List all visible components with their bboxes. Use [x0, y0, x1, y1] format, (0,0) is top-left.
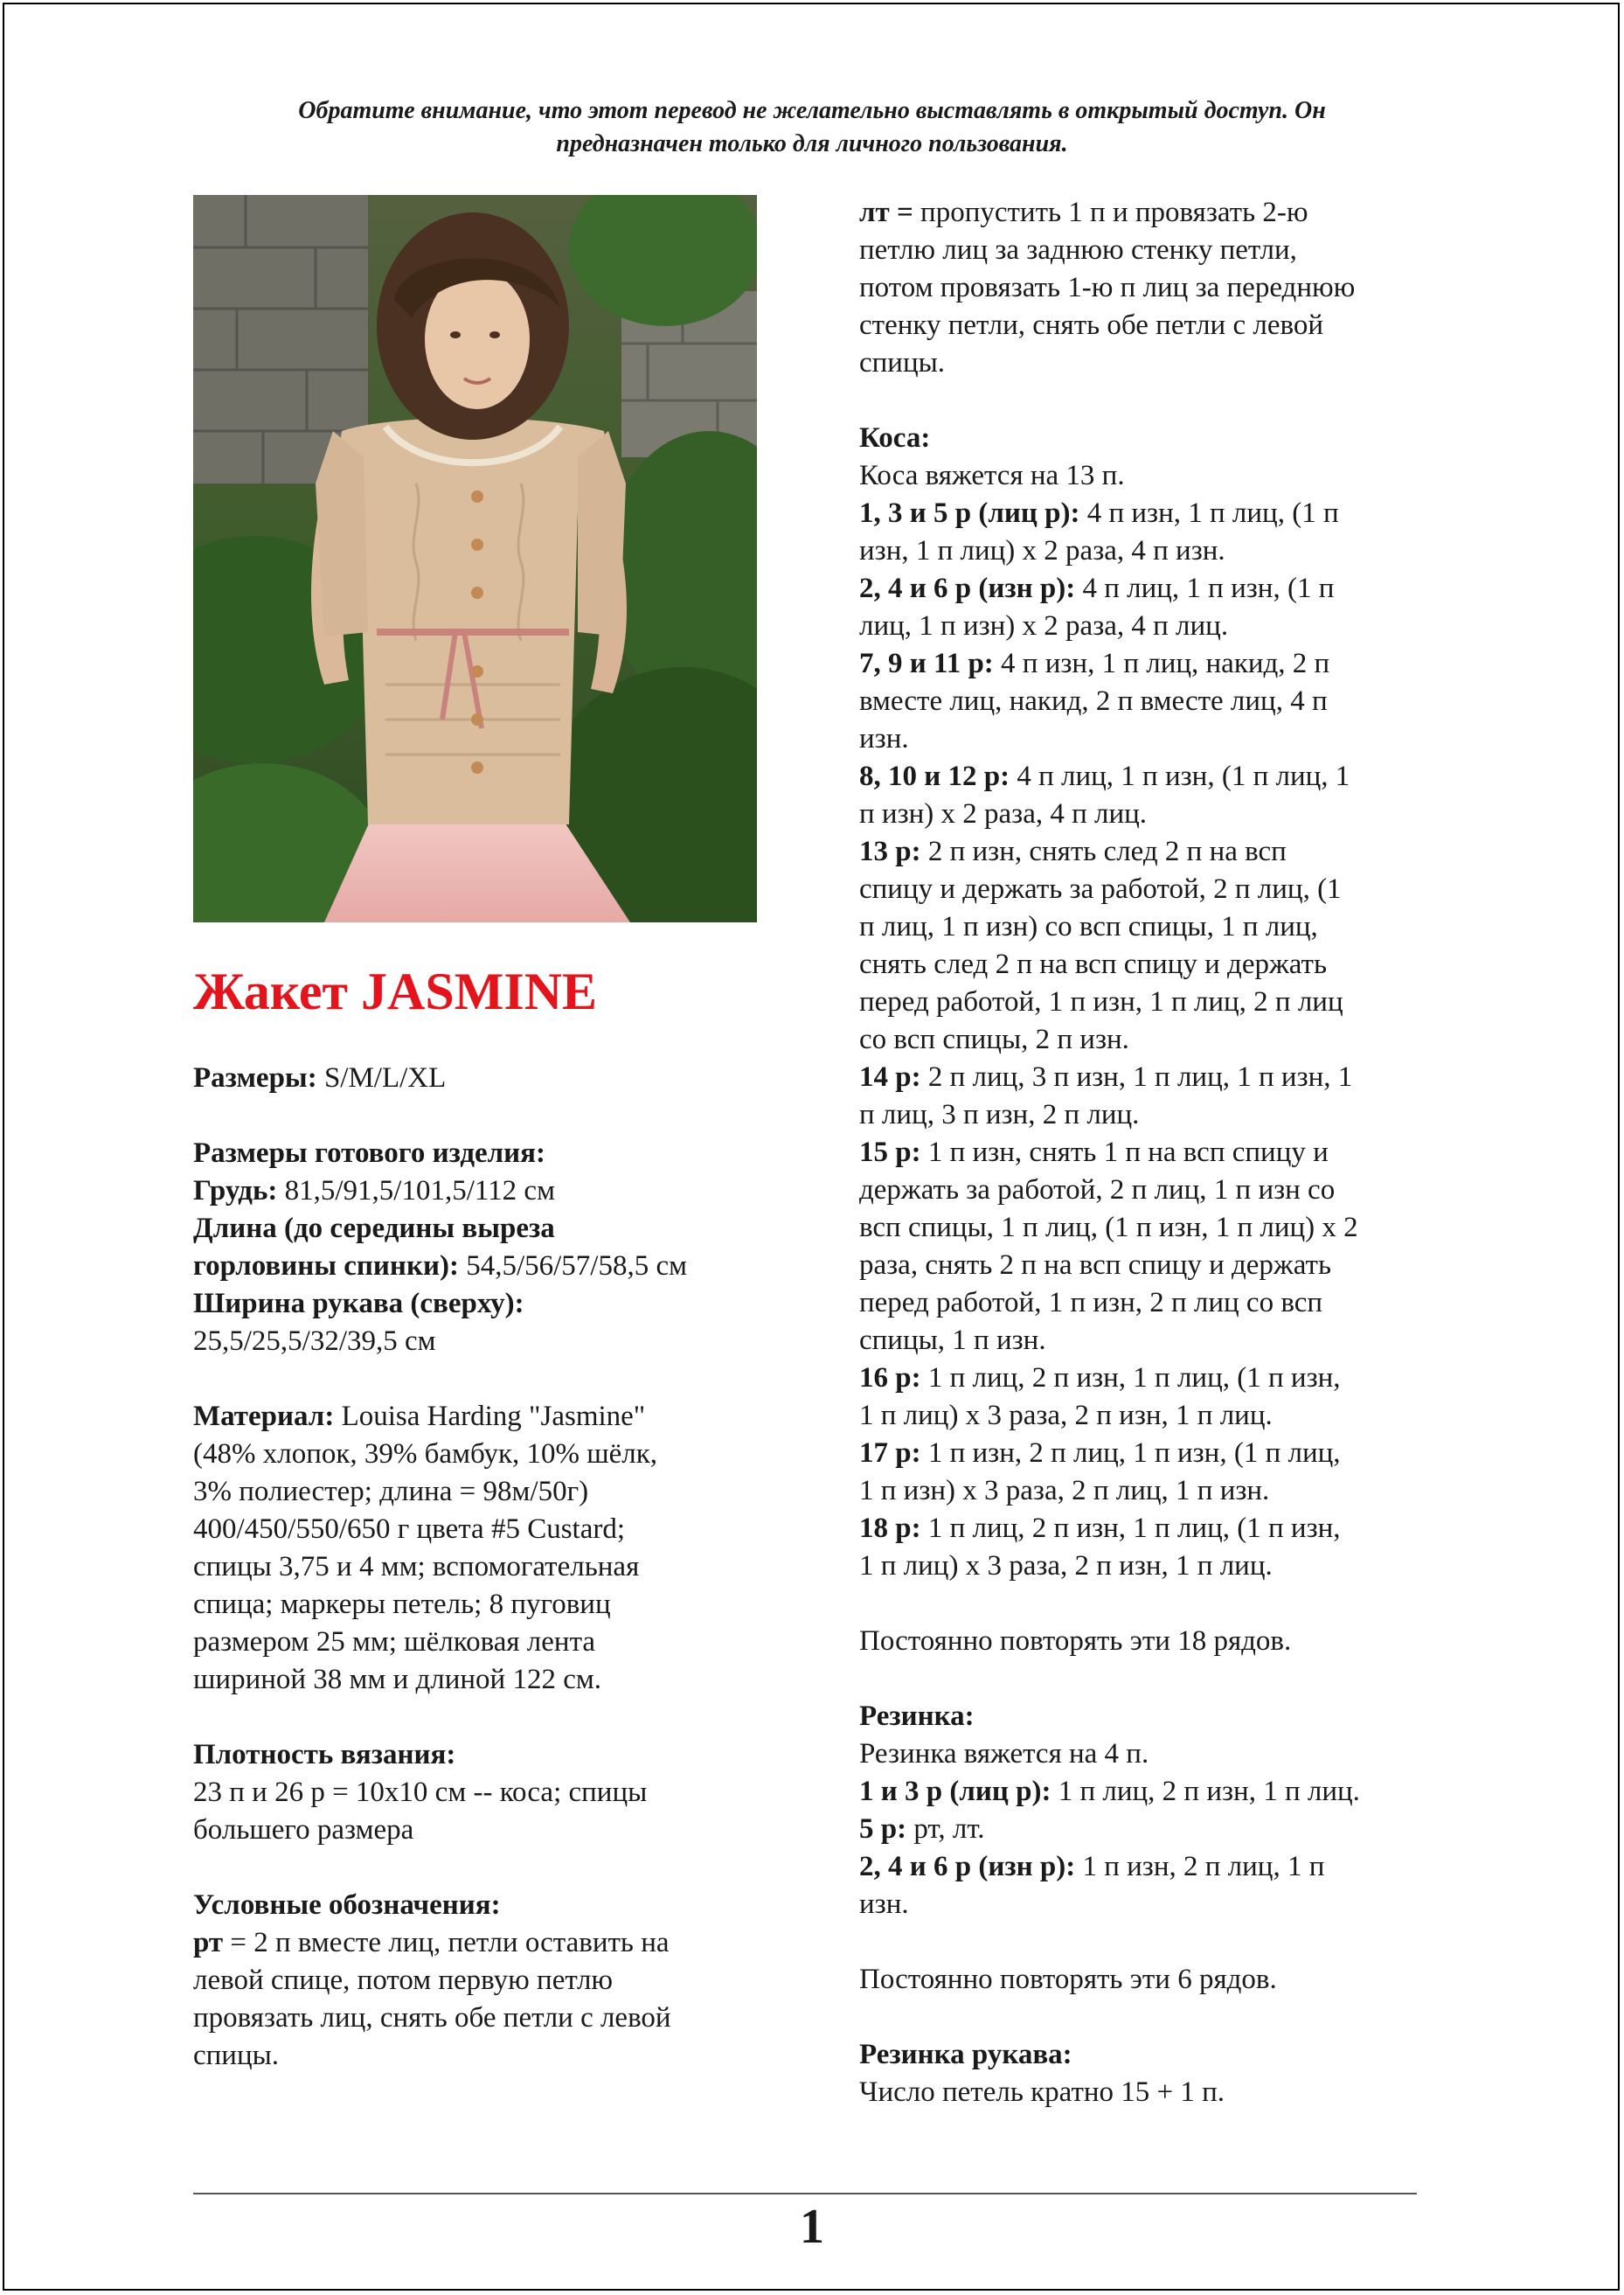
lt-line: стенку петли, снять обе петли с левой — [859, 309, 1323, 341]
rt-line: левой спице, потом первую петлю — [193, 1965, 614, 1996]
row-label: 18 р: — [859, 1513, 921, 1544]
repeat-note: Постоянно повторять эти 6 рядов. — [859, 1964, 1277, 1995]
lt-label: лт = — [859, 197, 913, 228]
rt-line — [193, 1924, 770, 1962]
gauge-heading — [193, 1736, 770, 1774]
finished-heading — [193, 1135, 770, 1172]
rt-label: рт — [193, 1927, 224, 1958]
row-instruction — [859, 645, 1436, 683]
row-text: 1 п лиц, 2 п изн, 1 п лиц. — [1051, 1776, 1360, 1807]
row-instruction — [859, 495, 1436, 532]
row-text: 1 п изн, 2 п лиц, 1 п — [1075, 1851, 1325, 1882]
row-instruction-cont: лиц, 1 п изн) х 2 раза, 4 п лиц. — [859, 610, 1229, 642]
length-label-line — [193, 1210, 770, 1248]
row-instruction — [859, 1360, 1436, 1397]
gauge-line: большего размера — [193, 1814, 414, 1846]
length-line — [193, 1248, 770, 1285]
kosa-heading-text: Коса: — [859, 422, 931, 454]
sleeve-width-label — [193, 1285, 770, 1323]
footer-divider — [193, 2193, 1417, 2194]
material-line: 400/450/550/650 г цвета #5 Custard; — [193, 1513, 626, 1545]
row-text: 4 п лиц, 1 п изн, (1 п лиц, 1 — [1010, 761, 1350, 792]
row-instruction-cont: снять след 2 п на всп спицу и держать — [859, 949, 1328, 980]
row-instruction — [859, 1811, 1436, 1848]
row-label: 5 р: — [859, 1813, 907, 1845]
kosa-heading — [859, 420, 1436, 457]
rib-heading-text: Резинка: — [859, 1700, 975, 1732]
row-instruction-cont: спицу и держать за работой, 2 п лиц, (1 — [859, 873, 1342, 905]
row-instruction-cont: изн. — [859, 1888, 909, 1920]
sizes-value: S/M/L/XL — [316, 1062, 447, 1094]
sizes-label: Размеры: — [193, 1062, 317, 1094]
chest-line — [193, 1172, 770, 1210]
chest-value: 81,5/91,5/101,5/112 см — [277, 1175, 555, 1207]
sleeve-rib-heading — [859, 2036, 1436, 2074]
row-instruction-cont: п лиц, 3 п изн, 2 п лиц. — [859, 1099, 1140, 1130]
row-instruction-cont: 1 п лиц) х 3 раза, 2 п изн, 1 п лиц. — [859, 1550, 1273, 1582]
row-instruction-cont: спицы, 1 п изн. — [859, 1325, 1046, 1356]
material-line: спицы 3,75 и 4 мм; вспомогательная — [193, 1551, 640, 1582]
left-column — [193, 1060, 770, 2075]
material-line: размером 25 мм; шёлковая лента — [193, 1626, 596, 1658]
length-label: Длина (до середины выреза — [193, 1213, 555, 1244]
finished-heading-text: Размеры готового изделия: — [193, 1137, 546, 1169]
row-instruction-cont: изн, 1 п лиц) х 2 раза, 4 п изн. — [859, 535, 1225, 567]
material-label: Материал: — [193, 1401, 335, 1432]
page-number: 1 — [800, 2200, 824, 2254]
rt-line: спицы. — [193, 2040, 280, 2071]
lt-line — [859, 194, 1436, 232]
row-text: 4 п лиц, 1 п изн, (1 п — [1075, 573, 1335, 604]
row-instruction-cont: держать за работой, 2 п лиц, 1 п изн со — [859, 1174, 1336, 1206]
model-photo-illustration — [193, 195, 757, 922]
material-line: 3% полиестер; длина = 98м/50г) — [193, 1476, 589, 1507]
row-label: 2, 4 и 6 р (изн р): — [859, 1851, 1076, 1882]
row-instruction — [859, 570, 1436, 608]
legend-heading-text: Условные обозначения: — [193, 1889, 501, 1921]
row-instruction-cont: перед работой, 1 п изн, 1 п лиц, 2 п лиц — [859, 986, 1343, 1018]
sleeve-width-value: 25,5/25,5/32/39,5 см — [193, 1325, 436, 1357]
row-text: рт, лт. — [906, 1813, 985, 1845]
lt-line: спицы. — [859, 347, 946, 379]
row-instruction-cont: перед работой, 1 п изн, 2 п лиц со всп — [859, 1287, 1323, 1318]
rt-line: провязать лиц, снять обе петли с левой — [193, 2002, 671, 2034]
row-text: 4 п изн, 1 п лиц, накид, 2 п — [993, 648, 1330, 679]
kosa-intro: Коса вяжется на 13 п. — [859, 460, 1125, 491]
row-instruction-cont: п изн) х 2 раза, 4 п лиц. — [859, 798, 1148, 830]
sizes-line — [193, 1060, 770, 1097]
material-line: (48% хлопок, 39% бамбук, 10% шёлк, — [193, 1438, 658, 1470]
row-instruction-cont: 1 п изн) х 3 раза, 2 п лиц, 1 п изн. — [859, 1475, 1270, 1506]
row-label: 7, 9 и 11 р: — [859, 648, 994, 679]
gauge-heading-text: Плотность вязания: — [193, 1739, 456, 1770]
lt-text: пропустить 1 п и провязать 2-ю — [913, 197, 1308, 228]
row-label: 2, 4 и 6 р (изн р): — [859, 573, 1076, 604]
row-text: 1 п лиц, 2 п изн, 1 п лиц, (1 п изн, — [920, 1513, 1341, 1544]
row-instruction-cont: п лиц, 1 п изн) со всп спицы, 1 п лиц, — [859, 911, 1318, 942]
row-instruction-cont: раза, снять 2 п на всп спицу и держать — [859, 1249, 1331, 1281]
row-label: 1 и 3 р (лиц р): — [859, 1776, 1051, 1807]
row-label: 17 р: — [859, 1437, 921, 1469]
row-instruction — [859, 1134, 1436, 1172]
row-text: 4 п изн, 1 п лиц, (1 п — [1079, 497, 1339, 529]
notice — [0, 94, 1624, 161]
row-instruction-cont: 1 п лиц) х 3 раза, 2 п изн, 1 п лиц. — [859, 1400, 1273, 1431]
length-value: 54,5/56/57/58,5 см — [458, 1250, 687, 1282]
row-text: 1 п изн, 2 п лиц, 1 п изн, (1 п лиц, — [920, 1437, 1341, 1469]
row-text: 1 п изн, снять 1 п на всп спицу и — [920, 1137, 1329, 1168]
row-instruction — [859, 758, 1436, 796]
row-text: 1 п лиц, 2 п изн, 1 п лиц, (1 п изн, — [920, 1362, 1341, 1394]
row-instruction-cont: вместе лиц, накид, 2 п вместе лиц, 4 п — [859, 685, 1328, 717]
row-label: 16 р: — [859, 1362, 921, 1394]
row-text: 2 п изн, снять след 2 п на всп — [920, 836, 1287, 867]
row-instruction — [859, 1510, 1436, 1547]
row-label: 8, 10 и 12 р: — [859, 761, 1010, 792]
right-column — [859, 194, 1436, 2111]
row-instruction-cont: изн. — [859, 723, 909, 755]
material-line: шириной 38 мм и длиной 122 см. — [193, 1664, 601, 1695]
material-line: спица; маркеры петель; 8 пуговиц — [193, 1589, 611, 1620]
row-instruction-cont: со всп спицы, 2 п изн. — [859, 1024, 1129, 1055]
rib-heading — [859, 1698, 1436, 1735]
row-instruction — [859, 833, 1436, 871]
material-line — [193, 1398, 770, 1436]
lt-line: потом провязать 1-ю п лиц за переднюю — [859, 272, 1356, 303]
row-label: 1, 3 и 5 р (лиц р): — [859, 497, 1080, 529]
rt-text: = 2 п вместе лиц, петли оставить на — [223, 1927, 670, 1958]
chest-label: Грудь: — [193, 1175, 278, 1207]
row-text: 2 п лиц, 3 п изн, 1 п лиц, 1 п изн, 1 — [920, 1061, 1353, 1093]
page-title: Жакет JASMINE — [193, 963, 598, 1020]
notice-line: Обратите внимание, что этот перевод не желательно выставлять в открытый доступ. Он — [298, 97, 1326, 124]
sleeve-label-text: Ширина рукава (сверху): — [193, 1288, 524, 1319]
length-label-2: горловины спинки): — [193, 1250, 459, 1282]
row-instruction — [859, 1773, 1436, 1811]
row-label: 14 р: — [859, 1061, 921, 1093]
row-label: 15 р: — [859, 1137, 921, 1168]
legend-heading — [193, 1887, 770, 1924]
gauge-line: 23 п и 26 р = 10x10 см -- коса; спицы — [193, 1777, 648, 1808]
model-photo — [193, 195, 757, 922]
material-value: Louisa Harding "Jasmine" — [334, 1401, 646, 1432]
sleeve-rib-line: Число петель кратно 15 + 1 п. — [859, 2076, 1225, 2108]
row-instruction — [859, 1059, 1436, 1096]
row-label: 13 р: — [859, 836, 921, 867]
notice-line: предназначен только для личного пользования. — [556, 130, 1068, 157]
repeat-note: Постоянно повторять эти 18 рядов. — [859, 1625, 1292, 1657]
rib-intro: Резинка вяжется на 4 п. — [859, 1738, 1149, 1770]
row-instruction — [859, 1848, 1436, 1886]
sleeve-rib-heading-text: Резинка рукава: — [859, 2039, 1072, 2070]
row-instruction-cont: всп спицы, 1 п лиц, (1 п изн, 1 п лиц) х 2 — [859, 1212, 1358, 1243]
lt-line: петлю лиц за заднюю стенку петли, — [859, 234, 1297, 266]
row-instruction — [859, 1435, 1436, 1472]
